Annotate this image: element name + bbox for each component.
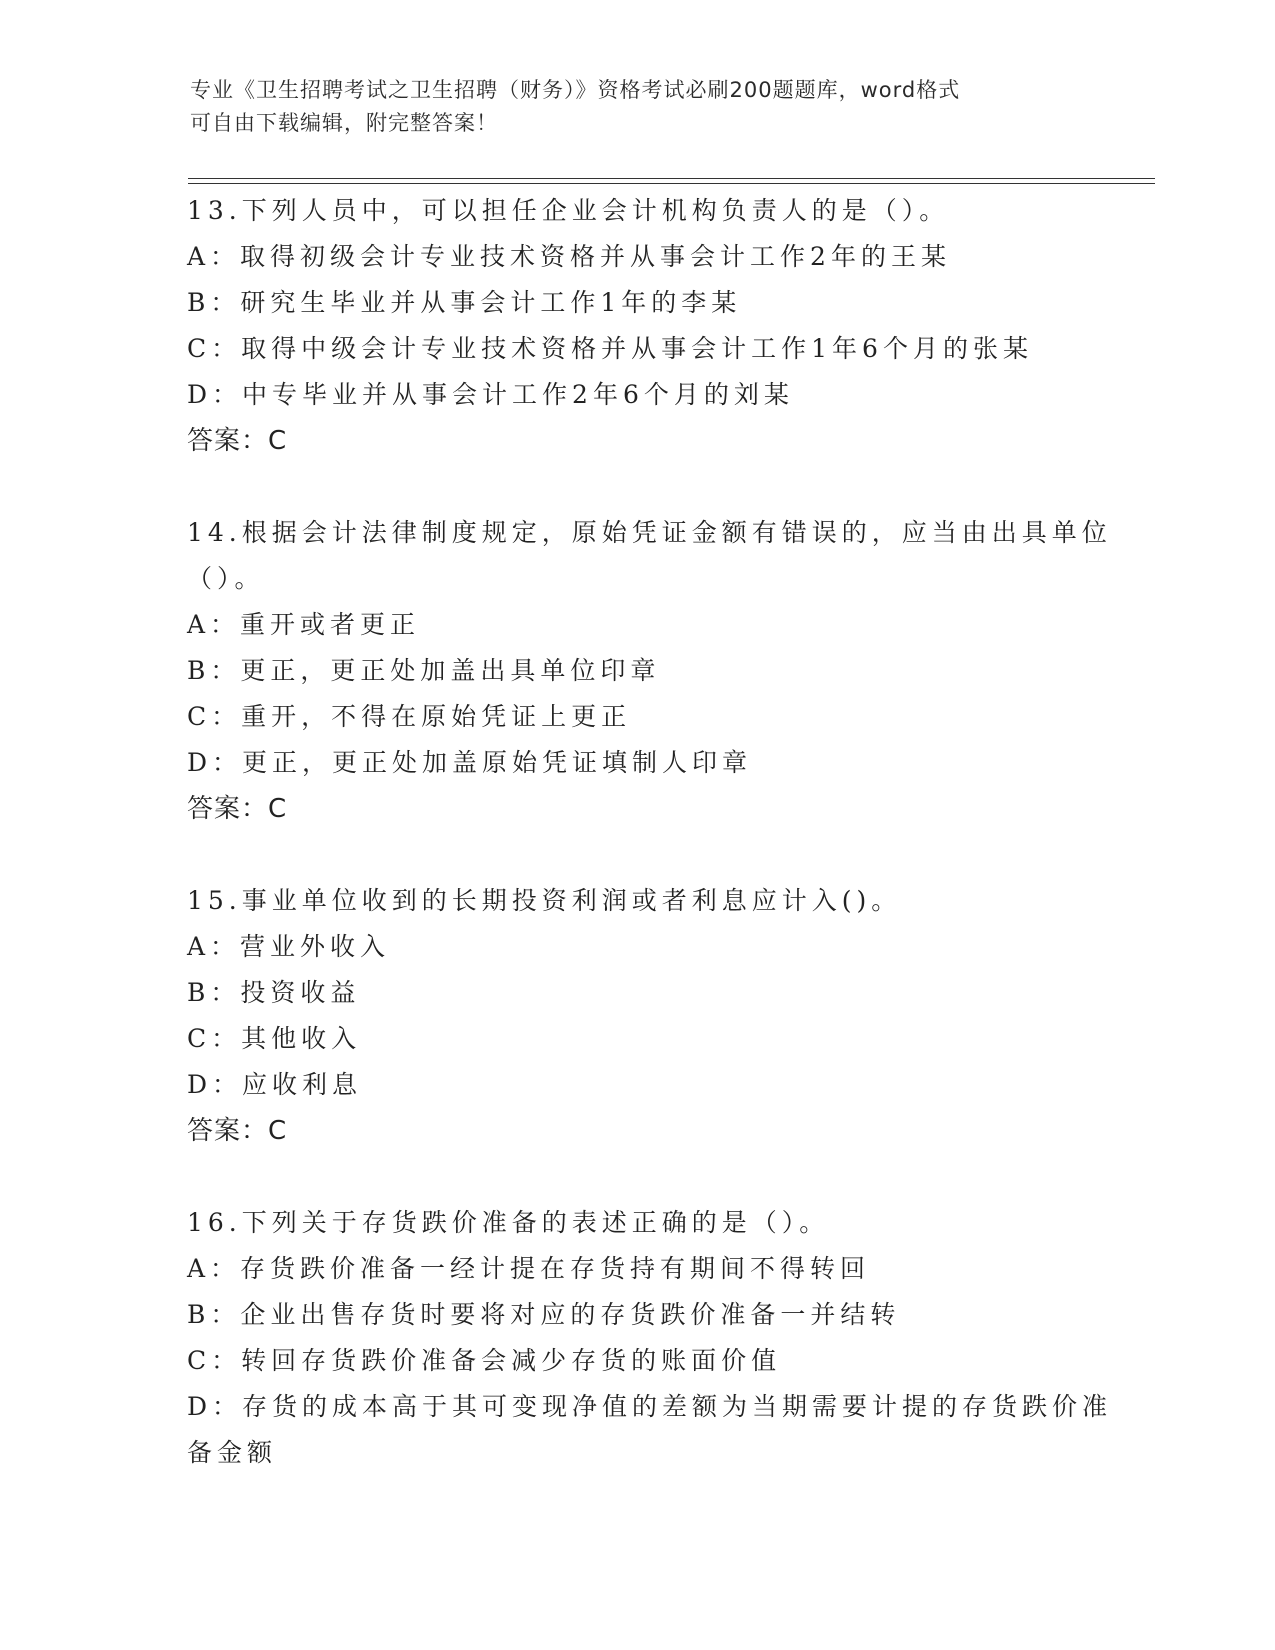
option-d: D：应收利息 bbox=[187, 1070, 363, 1099]
option-d: D：存货的成本高于其可变现净值的差额为当期需要计提的存货跌价准 bbox=[187, 1392, 1113, 1421]
option-c: C：重开，不得在原始凭证上更正 bbox=[187, 702, 632, 731]
option-c: C：其他收入 bbox=[187, 1024, 362, 1053]
document-header bbox=[190, 74, 1070, 140]
option-b: B：投资收益 bbox=[187, 978, 361, 1007]
option-b: B：更正，更正处加盖出具单位印章 bbox=[187, 656, 661, 685]
option-a: A：重开或者更正 bbox=[187, 610, 421, 639]
option-a: A：营业外收入 bbox=[187, 932, 391, 961]
option-b: B：研究生毕业并从事会计工作1年的李某 bbox=[187, 288, 742, 317]
question-stem: 15.事业单位收到的长期投资利润或者利息应计入()。 bbox=[187, 886, 902, 915]
option-d-continued: 备金额 bbox=[187, 1438, 278, 1467]
answer: 答案：C bbox=[187, 426, 288, 456]
spacer bbox=[187, 832, 1087, 878]
option-d: D：中专毕业并从事会计工作2年6个月的刘某 bbox=[187, 380, 794, 409]
question-list bbox=[187, 188, 1113, 1476]
spacer bbox=[187, 464, 1087, 510]
header-divider-top bbox=[188, 178, 1155, 179]
option-c: C：取得中级会计专业技术资格并从事会计工作1年6个月的张某 bbox=[187, 334, 1033, 363]
option-d: D：更正，更正处加盖原始凭证填制人印章 bbox=[187, 748, 753, 777]
option-a: A：取得初级会计专业技术资格并从事会计工作2年的王某 bbox=[187, 242, 951, 271]
answer: 答案：C bbox=[187, 1116, 288, 1146]
option-c: C：转回存货跌价准备会减少存货的账面价值 bbox=[187, 1346, 782, 1375]
header-divider-bottom bbox=[188, 183, 1155, 184]
header-line-2: 可自由下载编辑，附完整答案！ bbox=[190, 111, 498, 135]
question-stem-continued: （）。 bbox=[187, 564, 265, 593]
question-stem: 14.根据会计法律制度规定，原始凭证金额有错误的，应当由出具单位 bbox=[187, 518, 1112, 547]
question-stem: 16.下列关于存货跌价准备的表述正确的是（）。 bbox=[187, 1208, 830, 1237]
question-15 bbox=[187, 878, 1087, 1154]
option-a: A：存货跌价准备一经计提在存货持有期间不得转回 bbox=[187, 1254, 871, 1283]
answer: 答案：C bbox=[187, 794, 288, 824]
question-stem: 13.下列人员中，可以担任企业会计机构负责人的是（）。 bbox=[187, 196, 950, 225]
question-13 bbox=[187, 188, 1087, 464]
spacer bbox=[187, 1154, 1087, 1200]
option-b: B：企业出售存货时要将对应的存货跌价准备一并结转 bbox=[187, 1300, 901, 1329]
question-14 bbox=[187, 510, 1112, 832]
question-16 bbox=[187, 1200, 1113, 1476]
header-line-1: 专业《卫生招聘考试之卫生招聘（财务）》资格考试必刷200题题库，word格式 bbox=[190, 78, 961, 102]
